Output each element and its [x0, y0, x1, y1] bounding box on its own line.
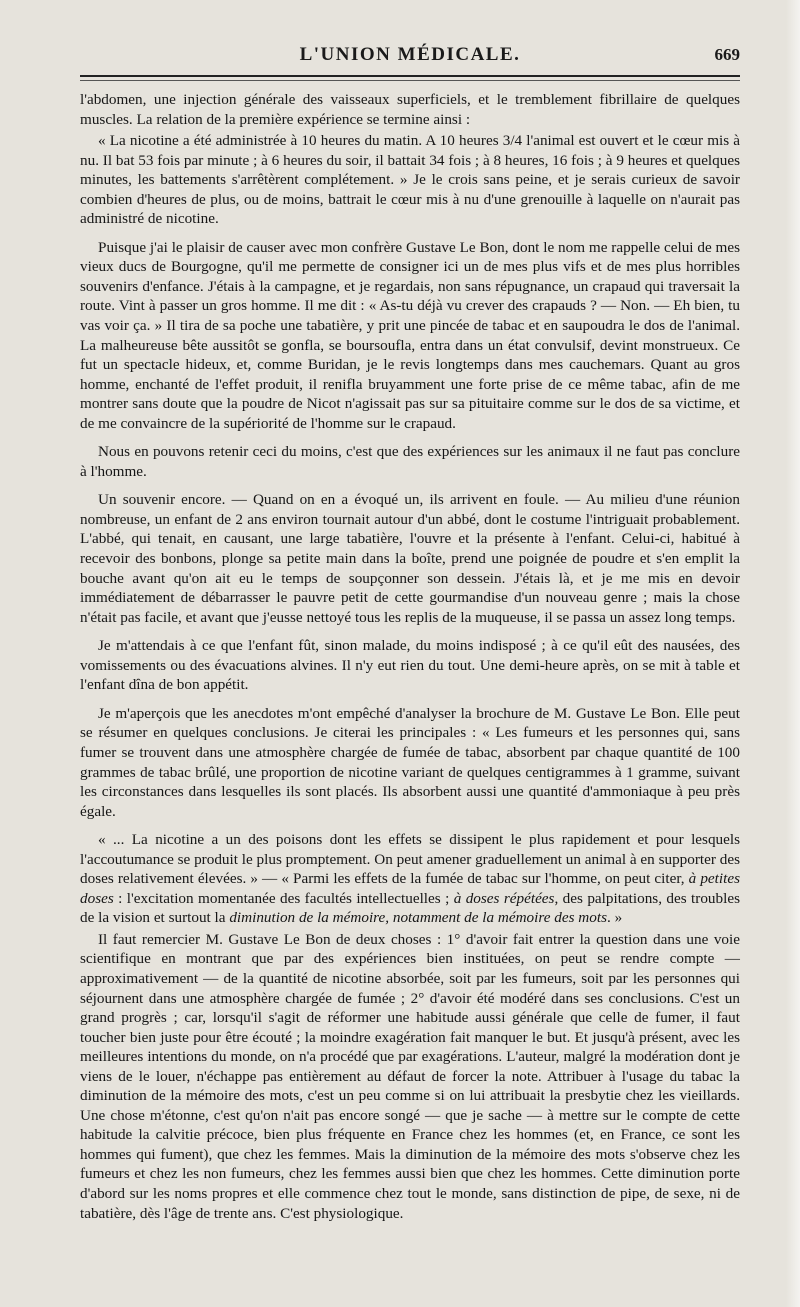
- quote-emphasis-memory: diminution de la mémoire, notamment de la mémoire des mots: [229, 909, 607, 927]
- quote-emphasis-repeated-doses: à doses répétées: [453, 889, 555, 907]
- paragraph-nicotine-experiment: « La nicotine a été administrée à 10 heures du matin. A 10 heures 3/4 l'animal est ouvert et le cœur mis à nu. Il bat 53 fois par minute ; à 6 heures du soir, il battait 34 fois ; à 8 heures, 16 fois ; à 9 heures et quelques minutes, les battements s'arrêtèrent complétement. » Je le crois sans peine, et je serais curieux de savoir combien d'heures de plus, ou de moins, battrait le cœur mis à nu d'une grenouille à laquelle on n'aurait pas administré de nicotine.: [80, 132, 740, 228]
- quote-text-c: , des palpitations, des troubles de la vision et surtout la: [80, 889, 740, 927]
- paragraph-nicotine-quote: [80, 830, 740, 928]
- quote-text-d: . »: [607, 909, 623, 927]
- article-body: [80, 90, 740, 1228]
- paragraph-child-anecdote: Un souvenir encore. — Quand on en a évoqué un, ils arrivent en foule. — Au milieu d'une réunion nombreuse, un enfant de 2 ans environ tournait autour d'un abbé, dont le costume l'intriguait probablement. L'abbé, qui tenait, en causant, une large tabatière, l'ouvre et la présente à l'enfant. Celui-ci, habitué à recevoir des bonbons, plonge sa petite main dans la boîte, prend une poignée de poudre et s'en emplit la bouche avant qu'on ait eu le temps de soupçonner son dessein. J'étais là, et je me mis en devoir immédiatement de débarrasser le pauvre petit de cette gourmandise d'un nouveau genre ; mais la chose n'était pas facile, et avant que j'eusse nettoyé tous les replis de la muqueuse, il se passa un assez long temps.: [80, 491, 740, 626]
- quote-text-a: « ... La nicotine a un des poisons dont les effets se dissipent le plus rapidement et pour lesquels l'accoutumance se produit le plus promptement. On peut amener graduellement un animal à en supporter des doses relativement élevées. » — « Parmi les effets de la fumée de tabac sur l'homme, on peut citer,: [80, 831, 740, 888]
- page-edge-shadow: [786, 0, 800, 1307]
- quote-text-b: : l'excitation momentanée des facultés intellectuelles ;: [113, 889, 454, 907]
- paragraph-animal-conclusion: Nous en pouvons retenir ceci du moins, c'est que des expériences sur les animaux il ne faut pas conclure à l'homme.: [80, 443, 740, 480]
- header-rule: [80, 75, 740, 77]
- running-title: L'UNION MÉDICALE.: [299, 44, 521, 65]
- paragraph-toad-anecdote: Puisque j'ai le plaisir de causer avec mon confrère Gustave Le Bon, dont le nom me rappelle celui de mes vieux ducs de Bourgogne, qu'il me permette de consigner ici un de mes plus vifs et de mes plus horribles souvenirs d'enfance. J'étais à la campagne, et je regardais, non sans répugnance, un crapaud qui traversait la route. Vint à passer un gros homme. Il me dit : « As-tu déjà vu crever des crapauds ? — Non. — Eh bien, tu vas voir ça. » Il tira de sa poche une tabatière, y prit une pincée de tabac et en saupoudra le dos de l'animal. La malheureuse bête aussitôt se gonfla, se boursoufla, entra dans un état convulsif, devint monstrueux. Ce fut un spectacle hideux, et, comme Buridan, je le revis longtemps dans mes cauchemars. Quant au gros homme, enchanté de l'effet produit, il renifla bruyamment une forte prise de ce même tabac, afin de me montrer sans doute que la poudre de Nicot n'agissait pas sur sa pituitaire comme sur le dos de sa victime, et de me convaincre de la supériorité de l'homme sur le crapaud.: [80, 238, 740, 432]
- header-rule-thin: [80, 80, 740, 81]
- page-number: 669: [714, 45, 740, 64]
- paragraph-brochure-summary: Je m'aperçois que les anecdotes m'ont empêché d'analyser la brochure de M. Gustave Le Bon. Elle peut se résumer en quelques conclusions. Je citerai les principales : « Les fumeurs et les personnes qui, sans fumer se trouvent dans une atmosphère chargée de fumée de tabac, absorbent par chaque quantité de 100 grammes de tabac brûlé, une proportion de nicotine variant de quelques centigrammes à 1 gramme, suivant les circonstances dans lesquelles ils sont placés. Ils absorbent aussi une quantité d'ammoniaque à peu près égale.: [80, 704, 740, 820]
- paragraph-abdomen: l'abdomen, une injection générale des vaisseaux superficiels, et le tremblement fibrillaire de quelques muscles. La relation de la première expérience se termine ainsi :: [80, 91, 740, 128]
- quote-emphasis-small-doses: à petites doses: [80, 870, 740, 907]
- paragraph-child-outcome: Je m'attendais à ce que l'enfant fût, sinon malade, du moins indisposé ; à ce qu'il eût des nausées, des vomissements ou des évacuations alvines. Il n'y eut rien du tout. Une demi-heure après, on se mit à table et l'enfant dîna de bon appétit.: [80, 637, 740, 694]
- page-header: [80, 44, 740, 74]
- paragraph-thanks-le-bon: Il faut remercier M. Gustave Le Bon de deux choses : 1° d'avoir fait entrer la question dans une voie scientifique en montrant que par des expériences bien instituées, on peut se rendre compte — approximativement — de la quantité de nicotine absorbée, soit par les fumeurs, soit par les personnes qui séjournent dans une atmosphère chargée de fumée ; 2° d'avoir été modéré dans ses conclusions. C'est un grand progrès ; car, lorsqu'il s'agit de réformer une habitude aussi générale que celle de fumer, il faut toucher bien juste pour être écouté ; la moindre exagération fait manquer le but. Et jusqu'à présent, avec les meilleures intentions du monde, on n'a procédé que par exagérations. L'auteur, malgré la modération dont je viens de le louer, n'échappe pas entièrement au défaut de forcer la note. Attribuer à l'usage du tabac la diminution de la mémoire des mots, c'est un peu comme si on lui attribuait la presbytie chez les vieillards. Une chose m'étonne, c'est qu'on n'ait pas encore songé — que je sache — à mettre sur le compte de cette habitude la calvitie précoce, bien plus fréquente en France chez les hommes (et, en France, ce sont les hommes qui fument), que chez les femmes. Mais la diminution de la mémoire des mots s'observe chez les fumeurs et chez les non fumeurs, chez les femmes aussi bien que chez les hommes. Cette diminution porte d'abord sur les noms propres et elle commence chez tout le monde, sans distinction de pipe, de sexe, ni de tabatière, dès l'âge de trente ans. C'est physiologique.: [80, 930, 740, 1222]
